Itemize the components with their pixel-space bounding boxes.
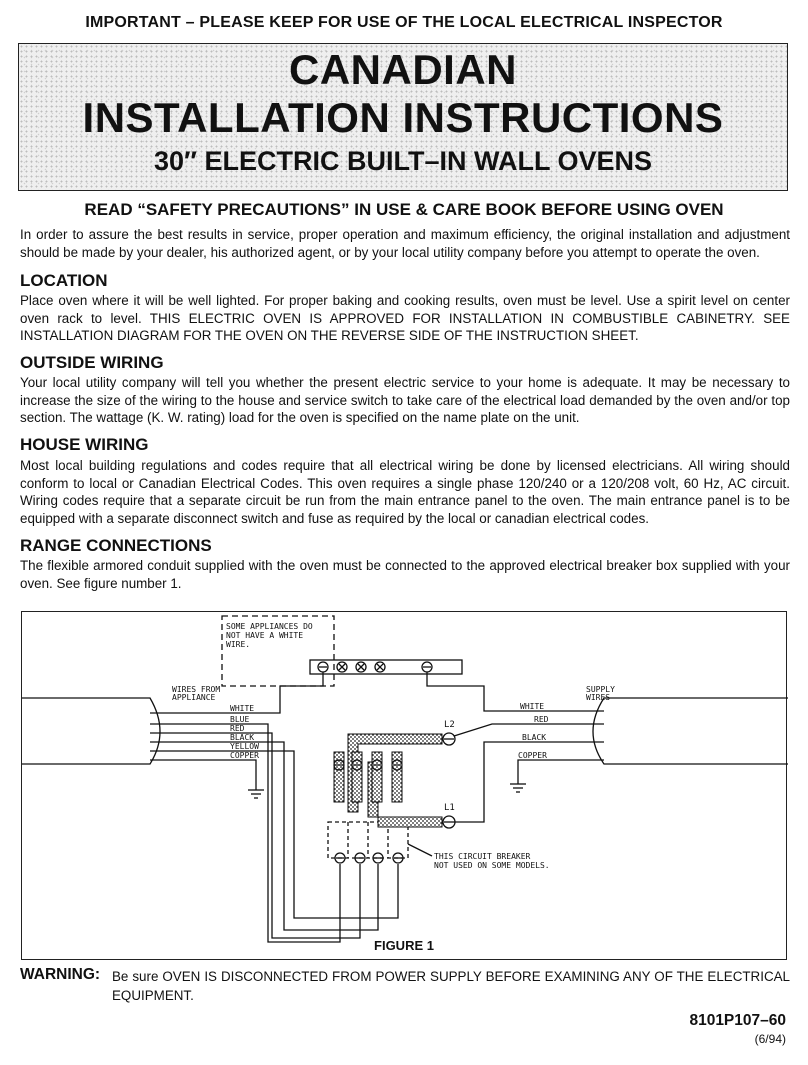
l1-label: L1	[444, 803, 455, 813]
house-wiring-paragraph: Most local building regulations and codes require that all electrical wiring be done by licensed electricians. All wiring should conform to local or Canadian Electrical Codes. This oven requires a single phase 120/240 or a 120/208 volt, 60 Hz, AC circuit. Wiring codes require that a separate circuit be run from the main entrance panel to the oven. The main entrance panel is to be equipped with a separate disconnect switch and fuse as required by the local or canadian electrical codes.	[20, 458, 790, 526]
appliance-label-line2: APPLIANCE	[172, 693, 216, 702]
note-line3: WIRE.	[226, 640, 251, 649]
breaker-note-line2: NOT USED ON SOME MODELS.	[434, 861, 550, 870]
warning-text: Be sure OVEN IS DISCONNECTED FROM POWER SUPPLY BEFORE EXAMINING ANY OF THE ELECTRICAL EQUIPMENT.	[112, 969, 790, 1003]
safety-heading: READ “SAFETY PRECAUTIONS” IN USE & CARE BOOK BEFORE USING OVEN	[84, 200, 724, 219]
title-product: 30″ ELECTRIC BUILT–IN WALL OVENS	[154, 146, 652, 176]
location-heading: LOCATION	[20, 271, 108, 290]
title-canadian: CANADIAN	[289, 46, 517, 93]
revision-date: (6/94)	[754, 1032, 786, 1046]
location-paragraph: Place oven where it will be well lighted. For proper baking and cooking results, oven must be level. Use a spirit level on center oven rack to level. THIS ELECTRIC OVEN IS APPROVED FOR INSTALLATION IN COMBUSTIBLE CABINETRY. SEE INSTALLATION DIAGRAM FOR THE OVEN ON THE REVERSE SIDE OF THE INSTRUCTION SHEET.	[20, 293, 790, 344]
supply-wire-label: BLACK	[522, 733, 547, 742]
title-installation-instructions: INSTALLATION INSTRUCTIONS	[82, 94, 724, 141]
appliance-wire-label: YELLOW	[230, 742, 259, 751]
inspector-notice: IMPORTANT – PLEASE KEEP FOR USE OF THE LOCAL ELECTRICAL INSPECTOR	[85, 14, 723, 31]
range-connections-paragraph: The flexible armored conduit supplied with the oven must be connected to the approved electrical breaker box supplied with your oven. See figure number 1.	[20, 558, 790, 591]
supply-conduit	[593, 698, 788, 764]
bus-bars	[334, 734, 442, 827]
appliance-label-line1: WIRES FROM	[172, 685, 221, 694]
house-wiring-heading: HOUSE WIRING	[20, 435, 149, 454]
l2-label: L2	[444, 720, 455, 730]
outside-wiring-heading: OUTSIDE WIRING	[20, 353, 164, 372]
terminal-block	[310, 660, 462, 674]
appliance-wire-label: COPPER	[230, 751, 259, 760]
supply-wire-label: WHITE	[520, 702, 545, 711]
appliance-conduit	[22, 698, 160, 764]
warning-label: WARNING:	[20, 966, 101, 983]
appliance-wire-label: RED	[230, 724, 245, 733]
supply-wire-label: COPPER	[518, 751, 547, 760]
appliance-wire-label: BLUE	[230, 715, 250, 724]
appliance-wire-label: WHITE	[230, 704, 255, 713]
outside-wiring-paragraph: Your local utility company will tell you whether the present electric service to your home is adequate. It may be necessary to increase the size of the wiring to the house and service switch to take care of the electrical load demanded by the oven and/or top section. The wattage (K. W. rating) load for the oven is specified on the name plate on the unit.	[20, 375, 790, 426]
intro-paragraph: In order to assure the best results in service, proper operation and maximum efficiency, the original installation and adjustment should be made by your dealer, his authorized agent, or by your local utility company before you attempt to operate the oven.	[20, 227, 790, 260]
note-line2: NOT HAVE A WHITE	[226, 631, 304, 640]
part-number: 8101P107–60	[689, 1012, 786, 1029]
wiring-diagram-svg	[22, 612, 788, 961]
breaker-note-line1: THIS CIRCUIT BREAKER	[434, 852, 531, 861]
supply-wire-label: RED	[534, 715, 549, 724]
supply-label-line1: SUPPLY	[586, 685, 615, 694]
appliance-wire-label: BLACK	[230, 733, 255, 742]
title-banner	[18, 43, 788, 191]
wiring-diagram	[21, 611, 787, 960]
note-line1: SOME APPLIANCES DO	[226, 622, 313, 631]
range-connections-heading: RANGE CONNECTIONS	[20, 536, 212, 555]
supply-label-line2: WIRES	[586, 693, 611, 702]
figure-caption: FIGURE 1	[374, 938, 434, 953]
